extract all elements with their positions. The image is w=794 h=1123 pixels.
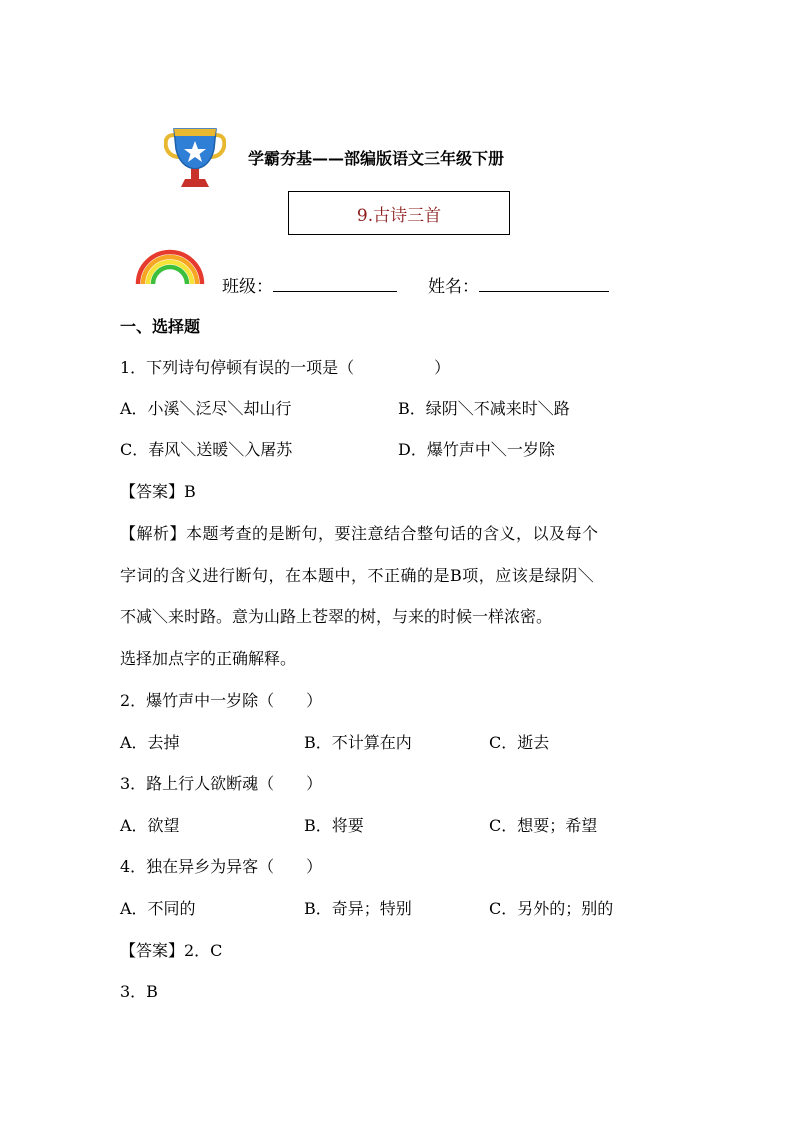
q3-stem: 3．路上行人欲断魂（ ） — [120, 774, 323, 793]
class-field — [222, 275, 397, 297]
group2-instruction: 选择加点字的正确解释。 — [120, 649, 297, 668]
rainbow-icon — [134, 246, 206, 286]
q2-option-a: A．去掉 — [120, 733, 180, 752]
q3-option-c: C．想要；希望 — [489, 816, 598, 835]
q1-stem: 1．下列诗句停顿有误的一项是（ ） — [120, 358, 451, 377]
q1-option-c: C．春风＼送暖＼入屠苏 — [120, 440, 293, 459]
q1-answer: 【答案】B — [120, 482, 196, 501]
q1-option-b: B．绿阴＼不减来时＼路 — [398, 399, 570, 418]
section-heading: 一、选择题 — [120, 317, 201, 336]
name-field — [428, 275, 609, 297]
q2-option-c: C．逝去 — [489, 733, 550, 752]
q4-option-b: B．奇异；特别 — [304, 899, 412, 918]
group2-answer-line-1: 【答案】2．C — [120, 941, 223, 960]
q1-analysis-line-3: 不减＼来时路。意为山路上苍翠的树，与来的时候一样浓密。 — [120, 607, 553, 626]
group2-answer-line-2: 3．B — [120, 982, 158, 1001]
class-blank-line — [273, 275, 397, 292]
q4-stem: 4．独在异乡为异客（ ） — [120, 857, 323, 876]
class-label: 班级： — [222, 277, 273, 297]
q1-option-a: A．小溪＼泛尽＼却山行 — [120, 399, 292, 418]
q1-option-d: D．爆竹声中＼一岁除 — [398, 440, 555, 459]
document-title: 学霸夯基——部编版语文三年级下册 — [248, 149, 505, 168]
name-blank-line — [479, 275, 609, 292]
q1-analysis-line-2: 字词的含义进行断句，在本题中，不正确的是B项，应该是绿阴＼ — [120, 566, 595, 585]
q4-option-a: A．不同的 — [120, 899, 196, 918]
q3-option-b: B．将要 — [304, 816, 364, 835]
q2-option-b: B．不计算在内 — [304, 733, 412, 752]
name-label: 姓名： — [428, 277, 479, 297]
lesson-title-box — [288, 191, 510, 235]
q4-option-c: C．另外的；别的 — [489, 899, 614, 918]
q2-stem: 2．爆竹声中一岁除（ ） — [120, 691, 323, 710]
q3-option-a: A．欲望 — [120, 816, 180, 835]
trophy-icon — [164, 127, 226, 189]
q1-analysis-line-1: 【解析】本题考查的是断句，要注意结合整句话的含义，以及每个 — [120, 524, 599, 543]
lesson-title: 9.古诗三首 — [356, 205, 442, 226]
